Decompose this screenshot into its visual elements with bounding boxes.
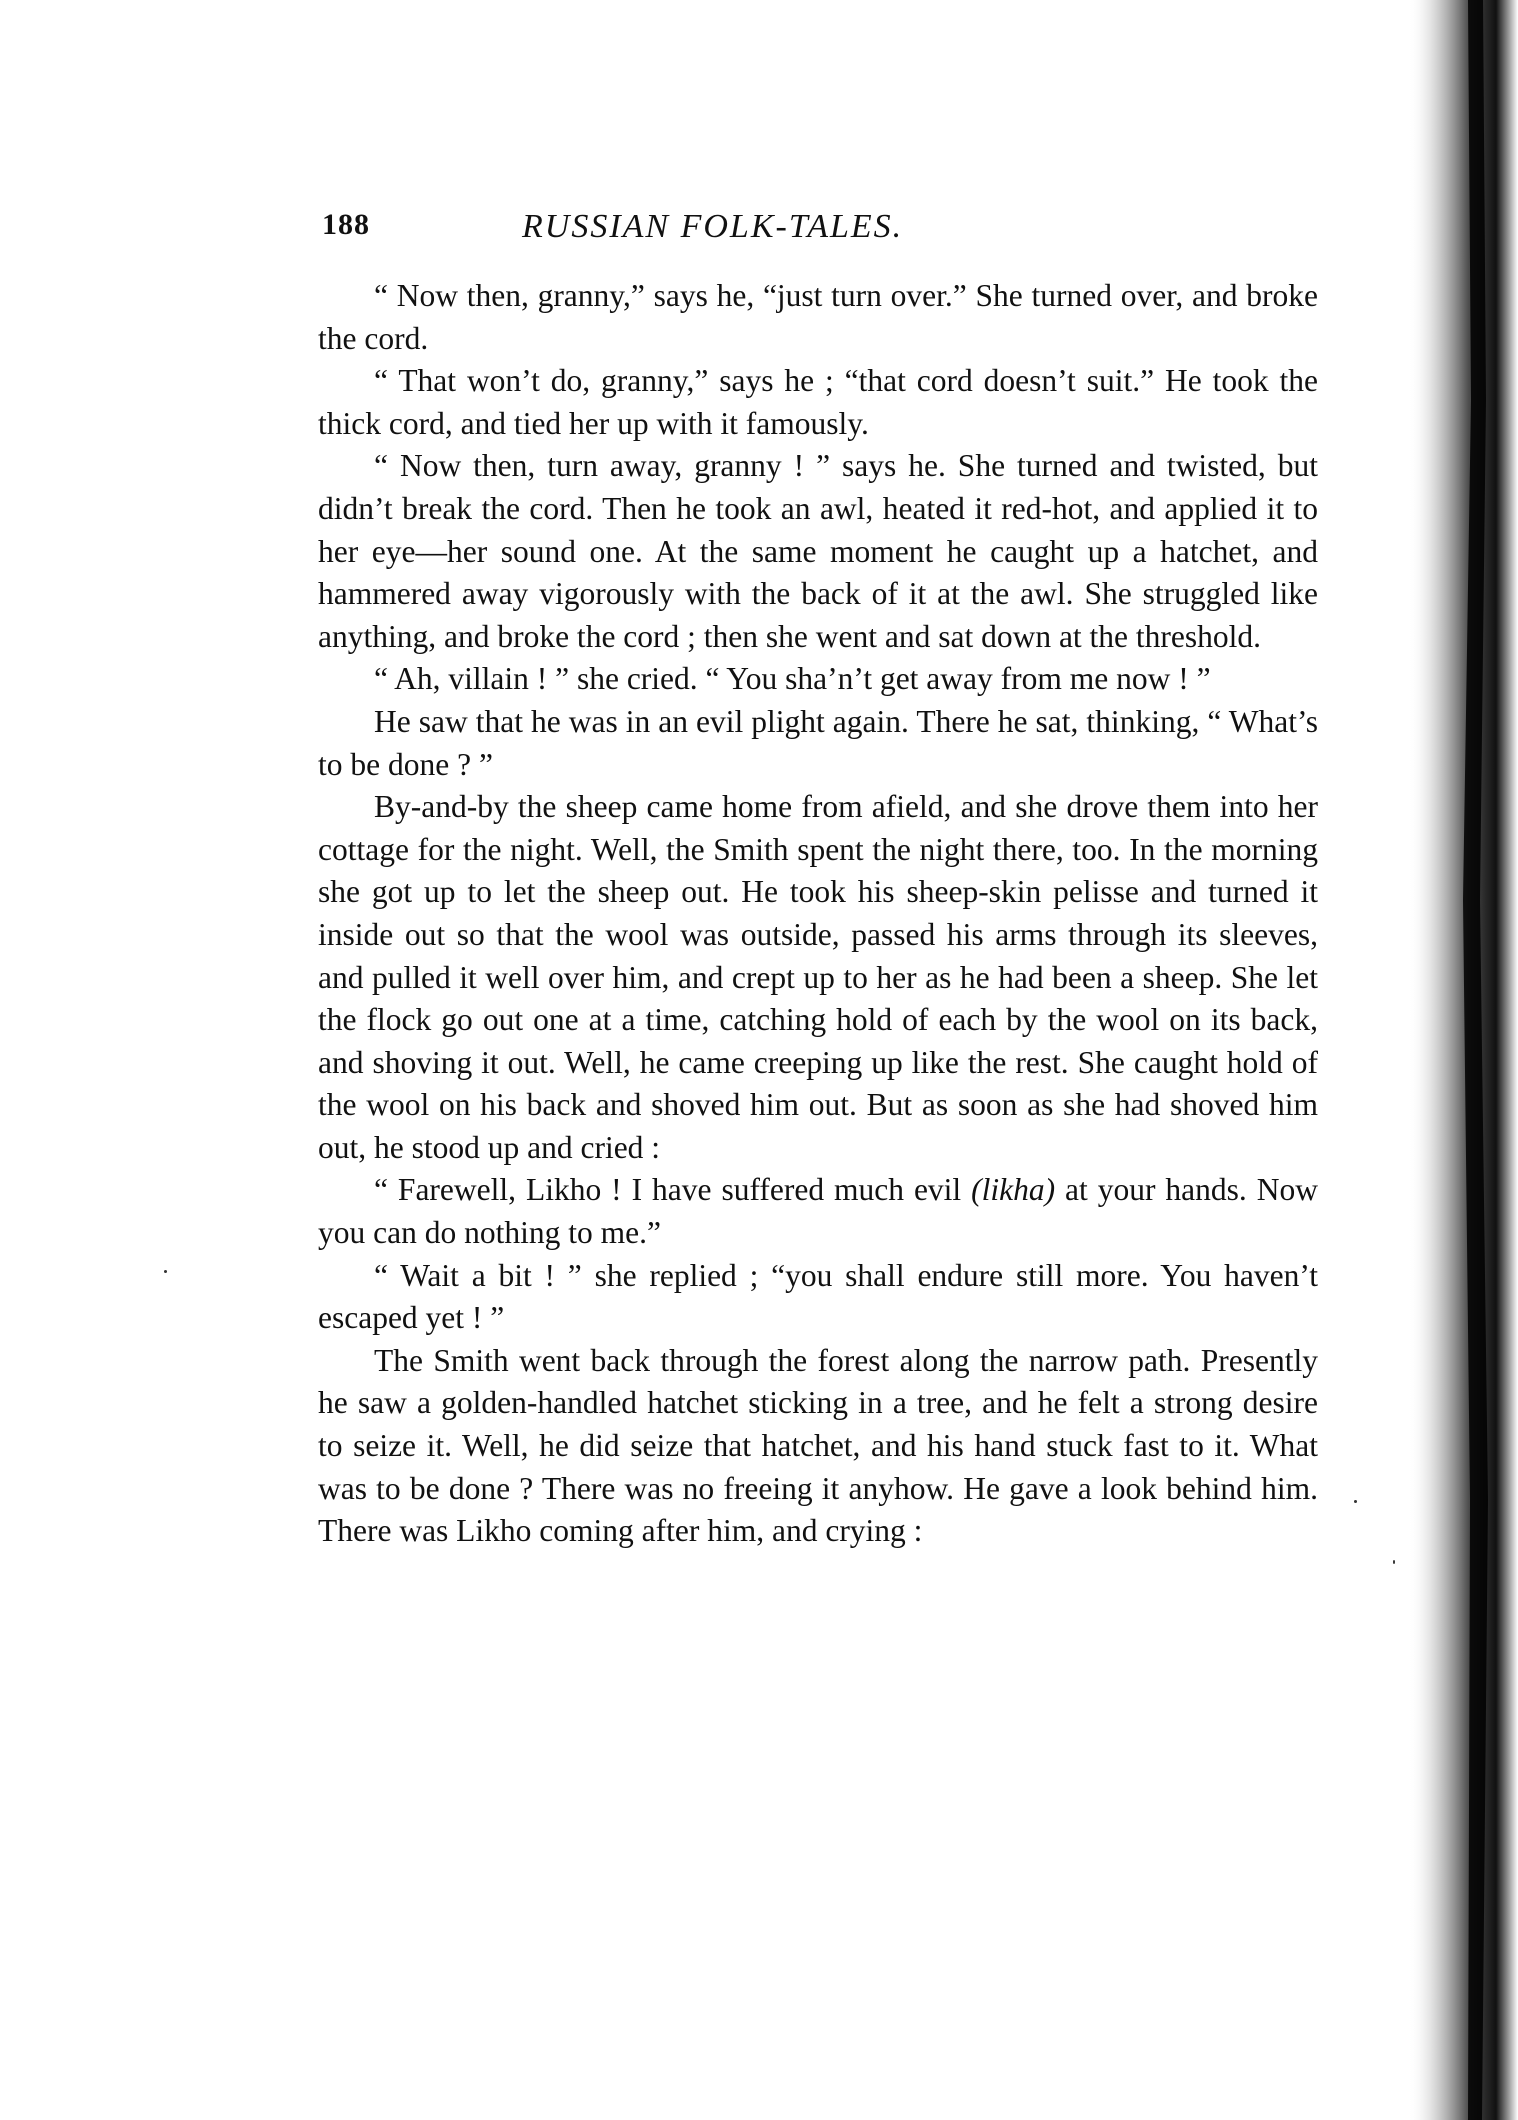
running-title: RUSSIAN FOLK-TALES.: [522, 208, 904, 245]
paragraph-farewell: [318, 1169, 1318, 1254]
paper-speck: [1393, 1560, 1395, 1564]
paragraph: He saw that he was in an evil plight again. There he sat, thinking, “ What’s to be done ? ”: [318, 703, 1318, 782]
paragraph: “ Ah, villain ! ” she cried. “ You sha’n’t get away from me now ! ”: [374, 661, 1211, 697]
book-spine-shadow: [1408, 0, 1518, 2120]
paragraph: “ Now then, turn away, granny ! ” says he. She turned and twisted, but didn’t break the cord. Then he took an awl, heated it red-hot, and applied it to her eye—her sound one. At the same moment he caught up a hatchet, and hammered away vigorously with the back of it at the awl. She struggled like anything, and broke the cord ; then she went and sat down at the threshold.: [318, 448, 1318, 654]
farewell-italic-word: (likha): [971, 1172, 1056, 1208]
paper-speck: [164, 1270, 167, 1273]
paragraph: “ Wait a bit ! ” she replied ; “you shall endure still more. You haven’t escaped yet ! ”: [318, 1257, 1318, 1336]
paper-speck: [1354, 1500, 1357, 1503]
page-header: [322, 208, 1322, 258]
paragraph: The Smith went back through the forest along the narrow path. Presently he saw a golden-handled hatchet sticking in a tree, and he felt a strong desire to seize it. Well, he did seize that hatchet, and his hand stuck fast to it. What was to be done ? There was no freeing it anyhow. He gave a look behind him. There was Likho coming after him, and crying :: [318, 1342, 1318, 1549]
farewell-text-start: “ Farewell, Likho ! I have suffered much evil: [374, 1172, 972, 1208]
paragraph: By-and-by the sheep came home from afield, and she drove them into her cottage for the night. Well, the Smith spent the night there, too. In the morning she got up to let the sheep out. He took his sheep-skin pelisse and turned it inside out so that the wool was outside, passed his arms through its sleeves, and pulled it well over him, and crept up to her as he had been a sheep. She let the flock go out one at a time, catching hold of each by the wool on its back, and shoving it out. Well, he came creeping up like the rest. She caught hold of the wool on his back and shoved him out. But as soon as she had shoved him out, he stood up and cried :: [318, 789, 1318, 1165]
paragraph: “ Now then, granny,” says he, “just turn over.” She turned over, and broke the cord.: [318, 278, 1318, 356]
page-number: 188: [322, 208, 370, 241]
farewell-text-end: at your hands. Now you can do nothing to me.”: [318, 1172, 1318, 1251]
paragraph: “ That won’t do, granny,” says he ; “that cord doesn’t suit.” He took the thick cord, and tied her up with it famously.: [318, 363, 1318, 441]
body-text: [318, 275, 1318, 1553]
